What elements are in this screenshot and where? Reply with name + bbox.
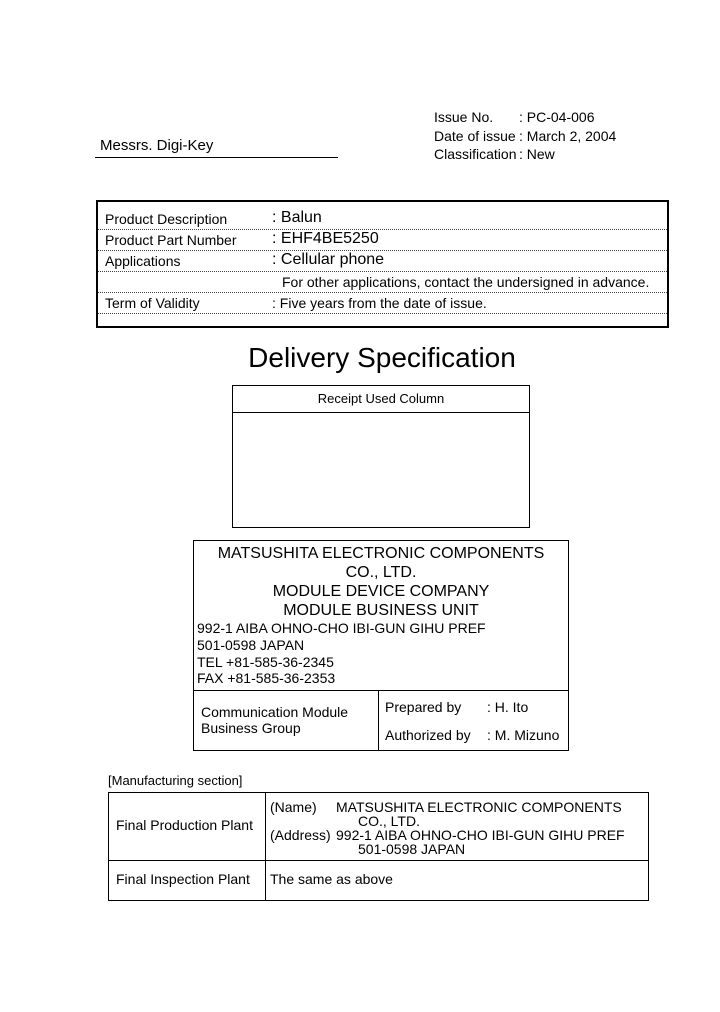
term-of-validity-label: Term of Validity bbox=[105, 295, 200, 311]
authorized-by-label: Authorized by bbox=[385, 727, 471, 743]
company-fax: FAX +81-585-36-2353 bbox=[197, 670, 336, 686]
receipt-used-column-box bbox=[232, 385, 530, 528]
addressee: Messrs. Digi-Key bbox=[100, 137, 214, 154]
plant-address-line2: 501-0598 JAPAN bbox=[358, 841, 466, 857]
issue-no-value: : PC-04-006 bbox=[519, 109, 595, 125]
divider bbox=[193, 690, 569, 691]
company-unit-line: MODULE BUSINESS UNIT bbox=[283, 602, 479, 619]
product-part-number-label: Product Part Number bbox=[105, 232, 237, 248]
prepared-by-value: : H. Ito bbox=[487, 699, 529, 715]
divider bbox=[98, 292, 667, 293]
divider bbox=[98, 271, 667, 272]
plant-name-line2: CO., LTD. bbox=[358, 813, 420, 829]
company-address-line: 992-1 AIBA OHNO-CHO IBI-GUN GIHU PREF bbox=[197, 620, 486, 636]
addressee-underline bbox=[95, 157, 338, 158]
product-description-value: : Balun bbox=[272, 209, 322, 226]
company-address-line: 501-0598 JAPAN bbox=[197, 637, 305, 653]
divider bbox=[108, 860, 649, 861]
product-description-label: Product Description bbox=[105, 211, 228, 227]
issue-no-label: Issue No. bbox=[434, 109, 494, 125]
document-title: Delivery Specification bbox=[248, 342, 516, 373]
plant-name-line1: MATSUSHITA ELECTRONIC COMPONENTS bbox=[336, 799, 622, 815]
classification-label: Classification bbox=[434, 146, 517, 162]
divider bbox=[98, 313, 667, 314]
divider bbox=[98, 229, 667, 230]
applications-label: Applications bbox=[105, 253, 181, 269]
group-name-line: Communication Module bbox=[201, 704, 349, 720]
prepared-by-label: Prepared by bbox=[385, 699, 462, 715]
company-name-line: CO., LTD. bbox=[345, 564, 417, 581]
receipt-header: Receipt Used Column bbox=[317, 391, 445, 406]
divider bbox=[265, 792, 266, 901]
divider bbox=[378, 690, 379, 750]
manufacturing-section-label: [Manufacturing section] bbox=[108, 773, 243, 788]
date-of-issue-label: Date of issue bbox=[434, 128, 516, 144]
term-of-validity-value: : Five years from the date of issue. bbox=[272, 295, 487, 311]
company-tel: TEL +81-585-36-2345 bbox=[197, 654, 334, 670]
receipt-header-divider bbox=[232, 412, 530, 413]
final-production-plant-label: Final Production Plant bbox=[116, 817, 253, 833]
final-inspection-plant-label: Final Inspection Plant bbox=[116, 871, 250, 887]
address-tag: (Address) bbox=[270, 827, 331, 843]
authorized-by-value: : M. Mizuno bbox=[487, 727, 560, 743]
applications-value: : Cellular phone bbox=[272, 251, 385, 268]
date-of-issue-value: : March 2, 2004 bbox=[519, 128, 617, 144]
classification-value: : New bbox=[519, 146, 555, 162]
plant-address-line1: 992-1 AIBA OHNO-CHO IBI-GUN GIHU PREF bbox=[336, 827, 625, 843]
product-part-number-value: : EHF4BE5250 bbox=[272, 230, 379, 247]
name-tag: (Name) bbox=[270, 799, 317, 815]
group-name-line: Business Group bbox=[201, 720, 301, 736]
final-inspection-plant-value: The same as above bbox=[270, 871, 393, 887]
applications-note: For other applications, contact the undersigned in advance. bbox=[282, 274, 650, 290]
company-division-line: MODULE DEVICE COMPANY bbox=[272, 583, 490, 600]
company-name-line: MATSUSHITA ELECTRONIC COMPONENTS bbox=[217, 545, 545, 562]
